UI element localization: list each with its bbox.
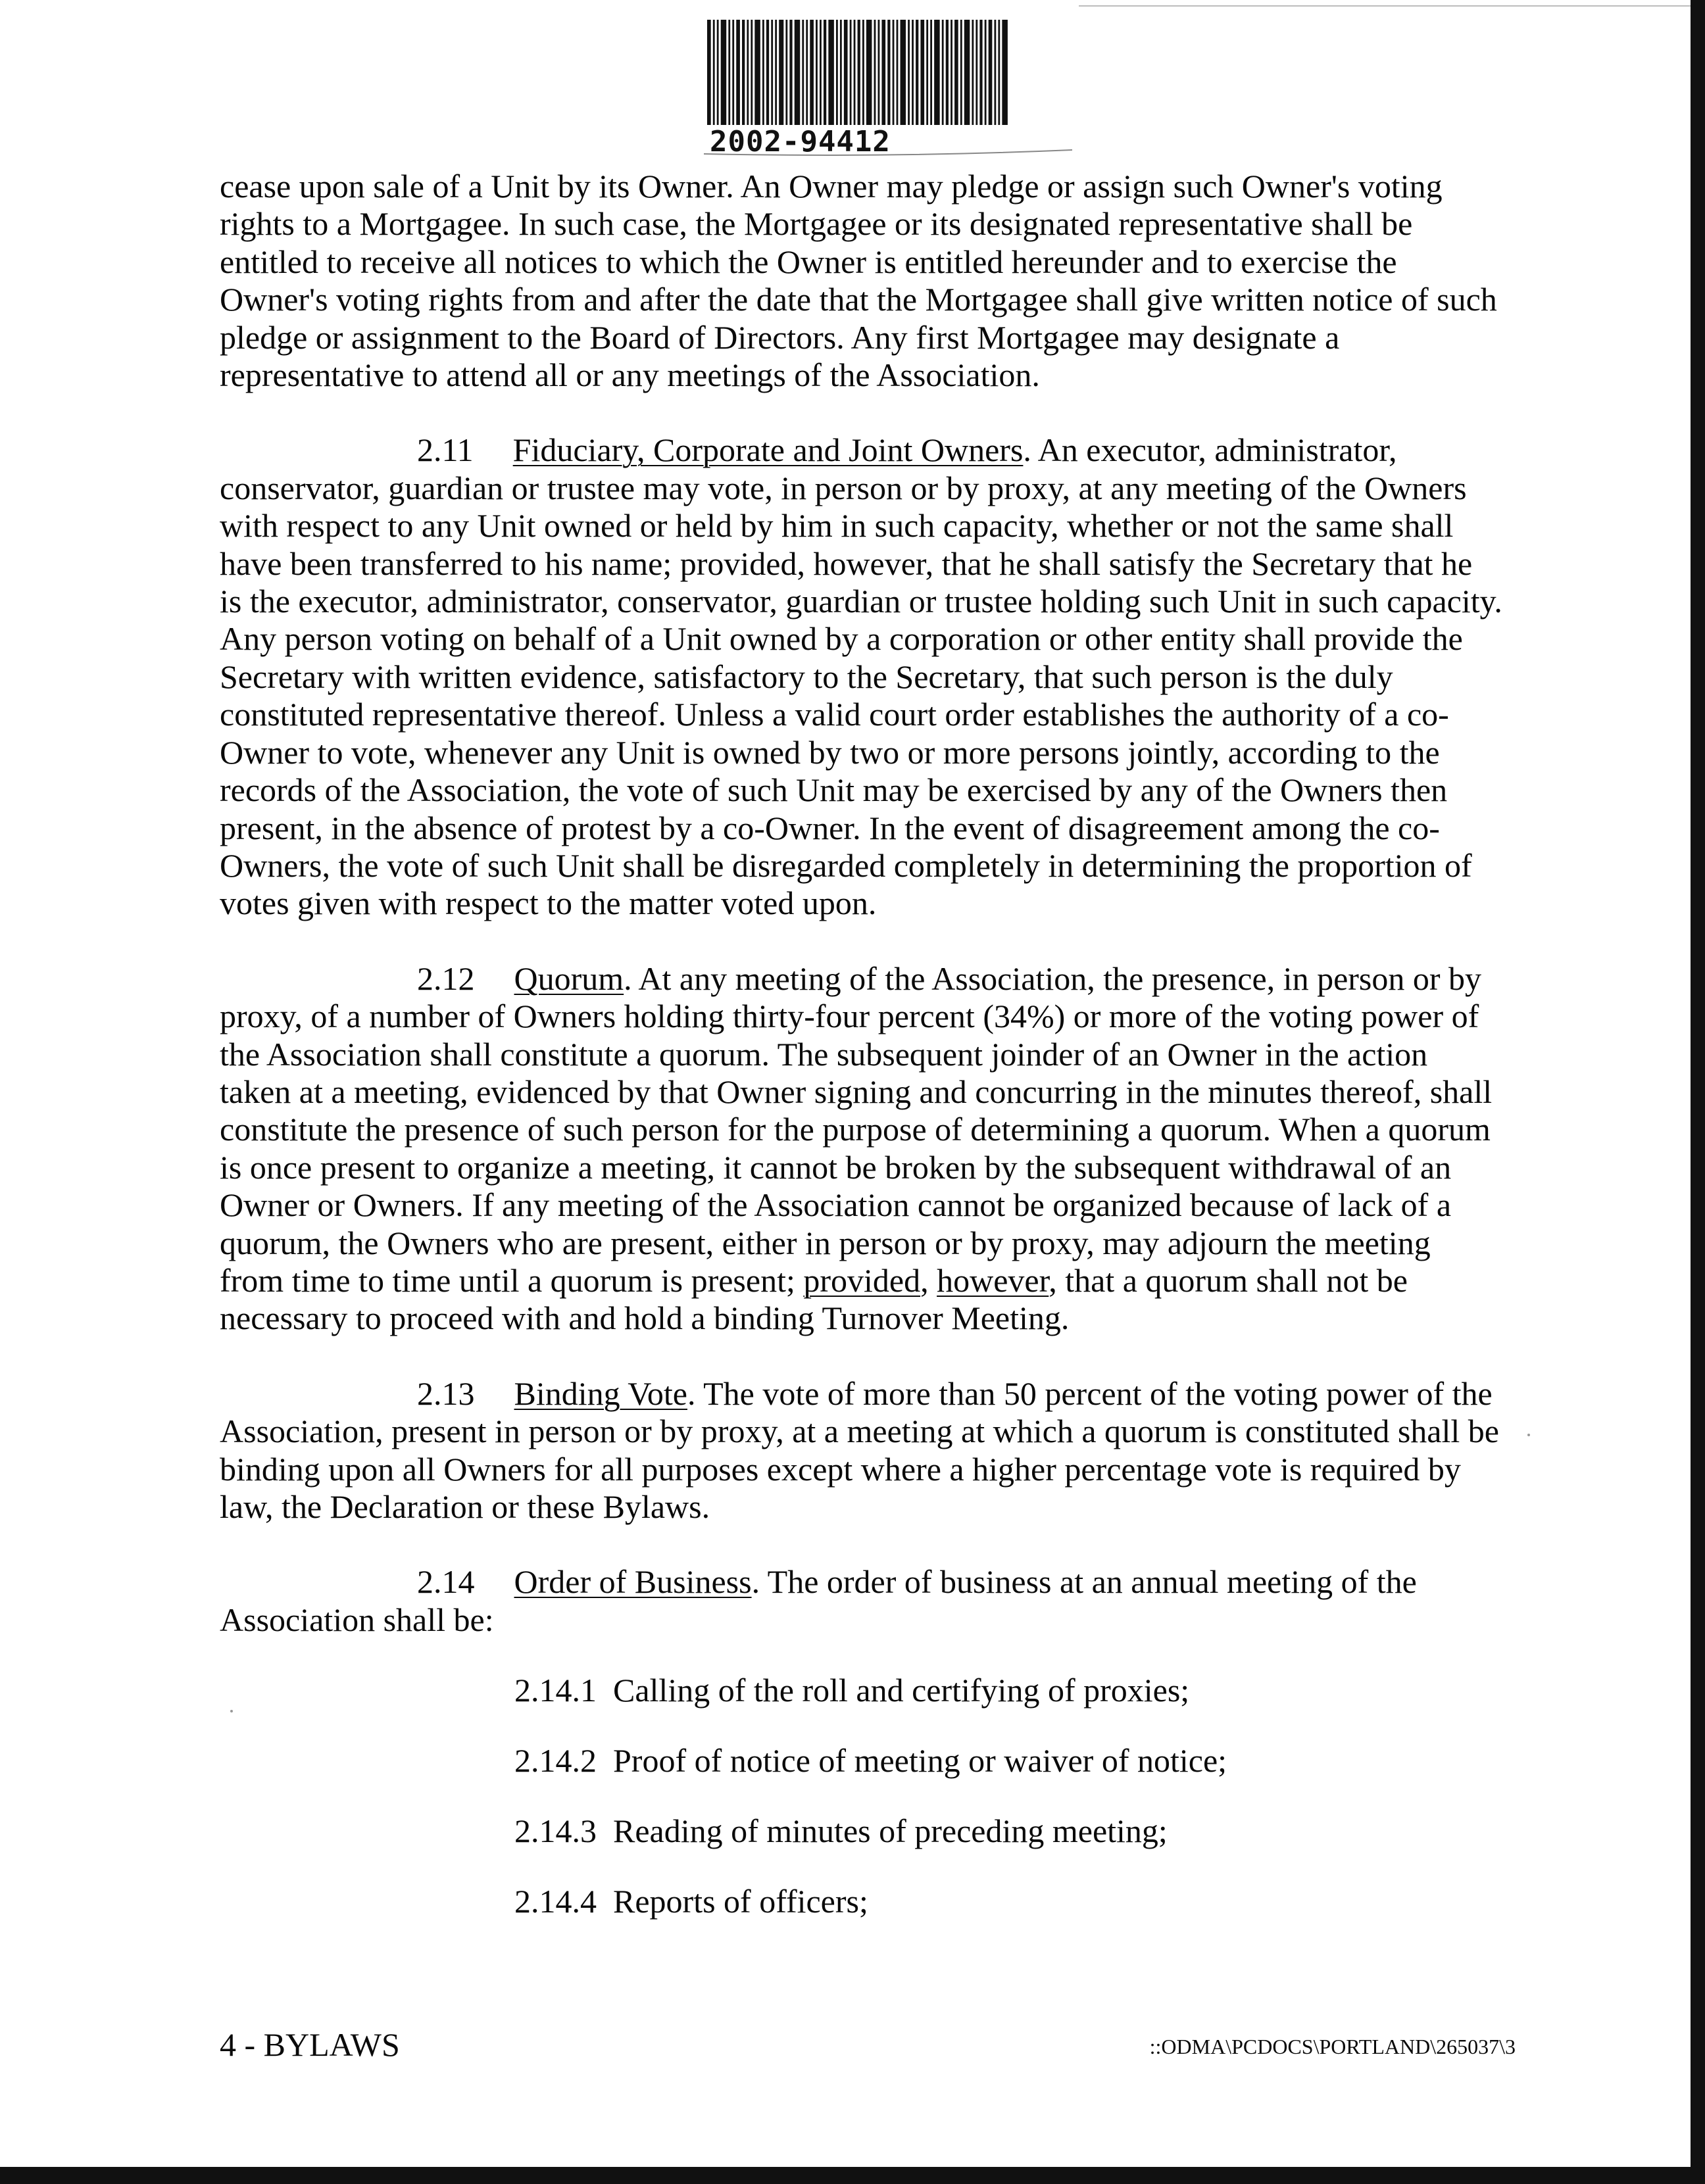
- barcode-bar: [946, 20, 949, 125]
- barcode-bar: [920, 20, 924, 125]
- scan-edge-bottom: [0, 2167, 1705, 2184]
- barcode-bar: [795, 20, 801, 125]
- section-text: . The vote of more than 50 percent of the voting power of the Association, present in person or by proxy, at a meeting at which a quorum is constituted shall be binding upon all Owners for all purposes except where a higher percentage vote is required by law, the Declaration or these Bylaws.: [220, 1374, 1499, 1525]
- barcode-bar: [964, 20, 970, 125]
- footer-doc-path: ::ODMA\PCDOCS\PORTLAND\265037\3: [1149, 2035, 1516, 2058]
- barcode-bar: [912, 20, 914, 125]
- barcode-bar: [840, 20, 842, 125]
- barcode-underline: [704, 149, 1072, 158]
- barcode-bar: [901, 20, 906, 125]
- section-2-14: [220, 1563, 1502, 1639]
- section-heading: Quorum: [514, 959, 624, 997]
- barcode-bar: [1002, 20, 1008, 125]
- barcode-bar: [893, 20, 895, 125]
- barcode-bar: [908, 20, 910, 125]
- barcode-bar: [751, 20, 753, 125]
- barcode-bar: [930, 20, 932, 125]
- barcode-bar: [771, 20, 773, 125]
- barcode-bar: [785, 20, 787, 125]
- list-item-number: 2.14.1: [514, 1672, 597, 1709]
- barcode-bar: [810, 20, 814, 125]
- section-number: 2.13: [417, 1374, 475, 1412]
- barcode-bar: [850, 20, 852, 125]
- scan-speck: [1527, 1434, 1530, 1436]
- section-text-end: , that a quorum shall not be necessary to proceed with and hold a binding Turnover Meeting.: [220, 1261, 1408, 1337]
- list-item-text: Calling of the roll and certifying of proxies;: [613, 1672, 1190, 1709]
- barcode-bar: [713, 20, 715, 125]
- barcode-bar: [802, 20, 804, 125]
- barcode-bar: [862, 20, 864, 125]
- footer-page-label: 4 - BYLAWS: [220, 2026, 400, 2063]
- barcode-bar: [858, 20, 860, 125]
- section-text: . An executor, administrator, conservator, guardian or trustee may vote, in person or by proxy, at any meeting of the Owners with respect to any Unit owned or held by him in such capacity, whether or not the same shall have been transferred to his name; provided, however, that he shall satisfy the Secretary that he is the executor, administrator, conservator, guardian or trustee holding such Unit in such capacity. Any person voting on behalf of a Unit owned by a corporation or other entity shall provide the Secretary with written evidence, satisfactory to the Secretary, that such person is the duly constituted representative thereof. Unless a valid court order establishes the authority of a co-Owner to vote, whenever any Unit is owned by two or more persons jointly, according to the records of the Association, the vote of such Unit may be exercised by any of the Owners then present, in the absence of protest by a co-Owner. In the event of disagreement among the co-Owners, the vote of such Unit shall be disregarded completely in determining the proportion of votes given with respect to the matter voted upon.: [220, 431, 1502, 922]
- barcode-bar: [972, 20, 974, 125]
- barcode-bar: [732, 20, 734, 125]
- list-item-text: Proof of notice of meeting or waiver of notice;: [613, 1742, 1227, 1780]
- document-body: [220, 168, 1502, 1953]
- barcode-bar: [897, 20, 899, 125]
- barcode-bar: [976, 20, 977, 125]
- barcode-bar: [942, 20, 944, 125]
- barcode-bar: [960, 20, 962, 125]
- list-item: [514, 1672, 1502, 1709]
- list-item: [514, 1812, 1502, 1850]
- barcode-bar: [887, 20, 890, 125]
- barcode-bar: [775, 20, 777, 125]
- emphasis-however: however: [937, 1261, 1049, 1299]
- barcode-bar: [836, 20, 838, 125]
- barcode-bar: [824, 20, 826, 125]
- barcode-bar: [789, 20, 792, 125]
- list-item-text: Reports of officers;: [613, 1883, 868, 1920]
- barcode-bar: [934, 20, 940, 125]
- barcode-bar: [816, 20, 818, 125]
- list-item: [514, 1883, 1502, 1920]
- barcode-bar: [989, 20, 993, 125]
- barcode-bar: [766, 20, 769, 125]
- barcode-bar: [979, 20, 982, 125]
- barcode-bar: [877, 20, 879, 125]
- barcode-bar: [742, 20, 745, 125]
- section-text: . The order of business at an annual meeting of the Association shall be:: [220, 1563, 1417, 1638]
- barcode-bar: [985, 20, 987, 125]
- scan-edge-right: [1691, 0, 1705, 2184]
- barcode-bar: [721, 20, 727, 125]
- barcode-bar: [828, 20, 834, 125]
- section-2-13: [220, 1375, 1502, 1526]
- barcode-bar: [954, 20, 958, 125]
- section-heading: Fiduciary, Corporate and Joint Owners: [512, 431, 1024, 469]
- barcode-bar: [854, 20, 856, 125]
- barcode-bar: [866, 20, 872, 125]
- barcode-bar: [728, 20, 730, 125]
- barcode-bar: [736, 20, 740, 125]
- barcode-bar: [762, 20, 764, 125]
- barcode-bar: [951, 20, 952, 125]
- scan-speck: [230, 1710, 233, 1712]
- section-2-11: [220, 431, 1502, 922]
- barcode-bar: [754, 20, 760, 125]
- list-item-number: 2.14.4: [514, 1883, 597, 1920]
- barcode-number: 2002-94412: [710, 125, 891, 158]
- section-number: 2.14: [417, 1563, 475, 1601]
- list-item-number: 2.14.3: [514, 1812, 597, 1850]
- barcode-bar: [747, 20, 749, 125]
- barcode-bar: [844, 20, 848, 125]
- section-2-12: [220, 960, 1502, 1338]
- barcode-bar: [806, 20, 808, 125]
- section-heading: Binding Vote: [514, 1374, 687, 1412]
- list-item-text: Reading of minutes of preceding meeting;: [613, 1812, 1168, 1850]
- list-item: [514, 1742, 1502, 1780]
- barcode: [707, 20, 1010, 158]
- section-number: 2.12: [417, 959, 475, 997]
- barcode-bar: [998, 20, 1000, 125]
- section-text: . At any meeting of the Association, the presence, in person or by proxy, of a number of Owners holding thirty-four percent (34%) or more of the voting power of the Association shall constitute a quorum. The subsequent joinder of an Owner in the action taken at a meeting, evidenced by that Owner signing and concurring in the minutes thereof, shall constitute the presence of such person for the purpose of determining a quorum. When a quorum is once present to organize a meeting, it cannot be broken by the subsequent withdrawal of an Owner or Owners. If any meeting of the Association cannot be organized because of lack of a quorum, the Owners who are present, either in person or by proxy, may adjourn the meeting from time to time until a quorum is present;: [220, 959, 1493, 1299]
- barcode-bar: [874, 20, 876, 125]
- barcode-bars: [707, 20, 1010, 125]
- barcode-bar: [916, 20, 918, 125]
- barcode-bar: [820, 20, 822, 125]
- barcode-bar: [926, 20, 928, 125]
- section-number: 2.11: [417, 431, 474, 469]
- barcode-bar: [994, 20, 996, 125]
- list-item-number: 2.14.2: [514, 1742, 597, 1780]
- scan-top-rule: [1079, 5, 1691, 7]
- barcode-bar: [881, 20, 885, 125]
- paragraph-continuation: cease upon sale of a Unit by its Owner. An Owner may pledge or assign such Owner's voting rights to a Mortgagee. In such case, the Mortgagee or its designated representative shall be entitled to receive all notices to which the Owner is entitled hereunder and to exercise the Owner's voting rights from and after the date that the Mortgagee shall give written notice of such pledge or assignment to the Board of Directors. Any first Mortgagee may designate a representative to attend all or any meetings of the Association.: [220, 168, 1497, 394]
- barcode-bar: [779, 20, 783, 125]
- separator: ,: [920, 1261, 937, 1299]
- section-heading: Order of Business: [514, 1563, 752, 1601]
- emphasis-provided: provided: [803, 1261, 921, 1299]
- barcode-bar: [717, 20, 719, 125]
- barcode-bar: [707, 20, 711, 125]
